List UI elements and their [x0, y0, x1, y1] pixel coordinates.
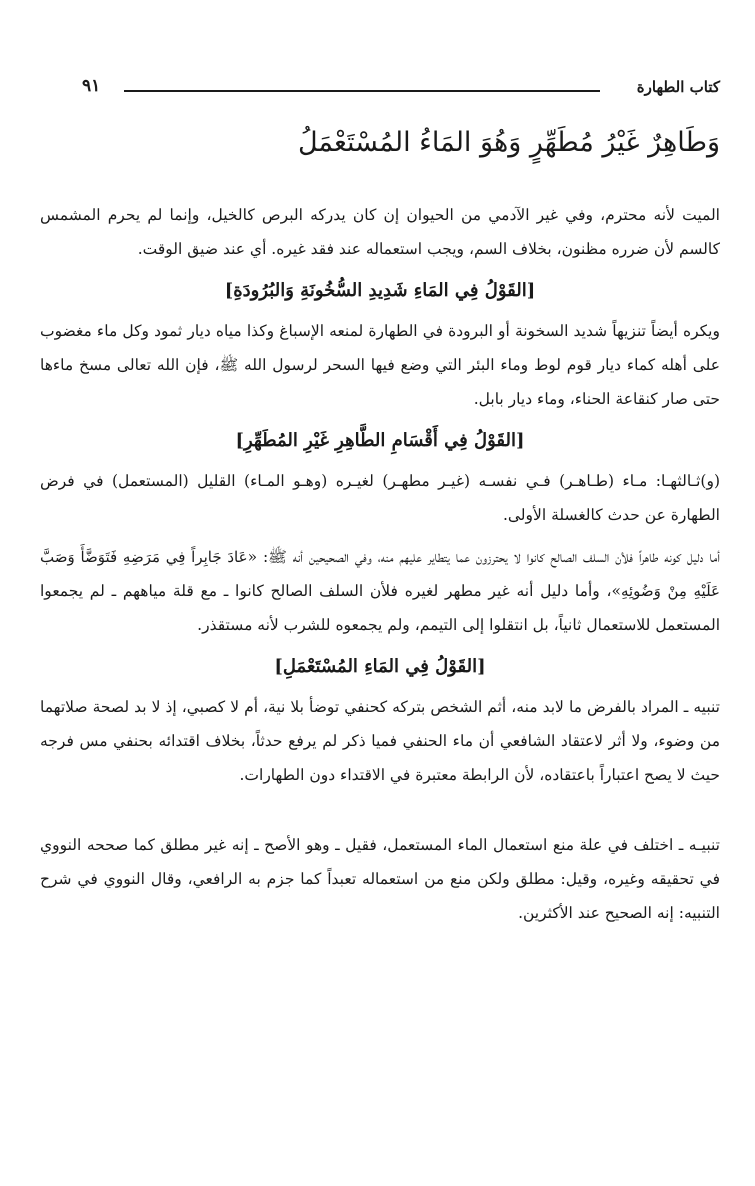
paragraph-5: تنبيه ـ المراد بالفرض ما لابد منه، أثم الشخص بتركه كحنفي توضأ بلا نية، أم لا كصبي، إذ لا بد لصحة صلاتهما من وضوء، ولا أثر لاعتقاد الشافعي أن ماء الحنفي فميا ذكر لم يرفع حدثاً، بخلاف اقتدائه بحنفي مس فرجه حيث لا يصح اعتباراً باعتقاده، لأن الرابطة معتبرة في الاقتداء دون الطهارات. — [40, 698, 720, 784]
hadith-quote: عَادَ جَابِراً فِي مَرَضِهِ فَتَوَضَّأَ وَصَبَّ عَلَيْهِ مِنْ وَضُوئِهِ — [40, 548, 720, 600]
paragraph-6: تنبيـه ـ اختلف في علة منع استعمال الماء المستعمل، فقيل ـ وهو الأصح ـ إنه غير مطلق كما صححه النووي في تحقيقه وغيره، وقيل: مطلق ولكن منع من استعماله تعبداً كما جزم به الرافعي، وقال النووي في شرح التنبيه: إنه الصحيح عند الأكثرين. — [40, 836, 720, 922]
paragraph-3: (و)ثـالثهـا: مـاء (طـاهـر) فـي نفسـه (غيـر مطهـر) لغيـره (وهـو المـاء) القليل (المستعمل) في فرض الطهارة عن حدث كالغسلة الأولى. — [40, 472, 720, 524]
matn-line: وَطَاهِرٌ غَيْرُ مُطَهِّرٍ وَهُوَ المَاءُ المُسْتَعْمَلُ — [297, 127, 720, 158]
book-title: كتاب الطهارة — [636, 78, 720, 96]
section-heading-1: [القَوْلُ فِي المَاءِ شَدِيدِ السُّخُونَةِ وَالبُرُودَةِ] — [224, 280, 536, 301]
section-heading-2: [القَوْلُ فِي أَقْسَامِ الطَّاهِرِ غَيْرِ المُطَهِّرِ] — [235, 430, 525, 451]
header-rule — [124, 90, 600, 92]
page-number: ٩١ — [82, 76, 101, 96]
paragraph-4-start: أما دليل كونه طاهراً فلأن السلف الصالح كانوا لا يحترزون عما يتطاير عليهم منه، وفي الصحيحين أنه ﷺ: « — [247, 548, 720, 566]
paragraph-4 — [40, 540, 720, 642]
paragraph-4-end: »، وأما دليل أنه غير مطهر لغيره فلأن السلف الصالح كانوا ـ مع قلة مياههم ـ لم يجمعوا المستعمل للاستعمال ثانياً، بل انتقلوا إلى التيمم، ولم يجمعوه للشرب لأنه مستقذر. — [40, 582, 720, 634]
commentary-body — [40, 198, 720, 930]
running-header — [82, 72, 720, 102]
paragraph-1: الميت لأنه محترم، وفي غير الآدمي من الحيوان إن كان يدركه البرص كالخيل، وإنما لم يحرم المشمس كالسم لأن ضرره مظنون، بخلاف السم، ويجب استعماله عند فقد غيره. أي عند ضيق الوقت. — [40, 206, 720, 258]
paragraph-2: ويكره أيضاً تنزيهاً شديد السخونة أو البرودة في الطهارة لمنعه الإسباغ وكذا مياه ديار ثمود وكل ماء مغضوب على أهله كماء ديار قوم لوط وماء البئر التي وضع فيها السحر لرسول الله ﷺ، فإن الله تعالى مسخ ماءها حتى صار كنقاعة الحناء، وماء ديار بابل. — [40, 322, 720, 408]
section-heading-3: [القَوْلُ فِي المَاءِ المُسْتَعْمَلِ] — [274, 656, 486, 677]
